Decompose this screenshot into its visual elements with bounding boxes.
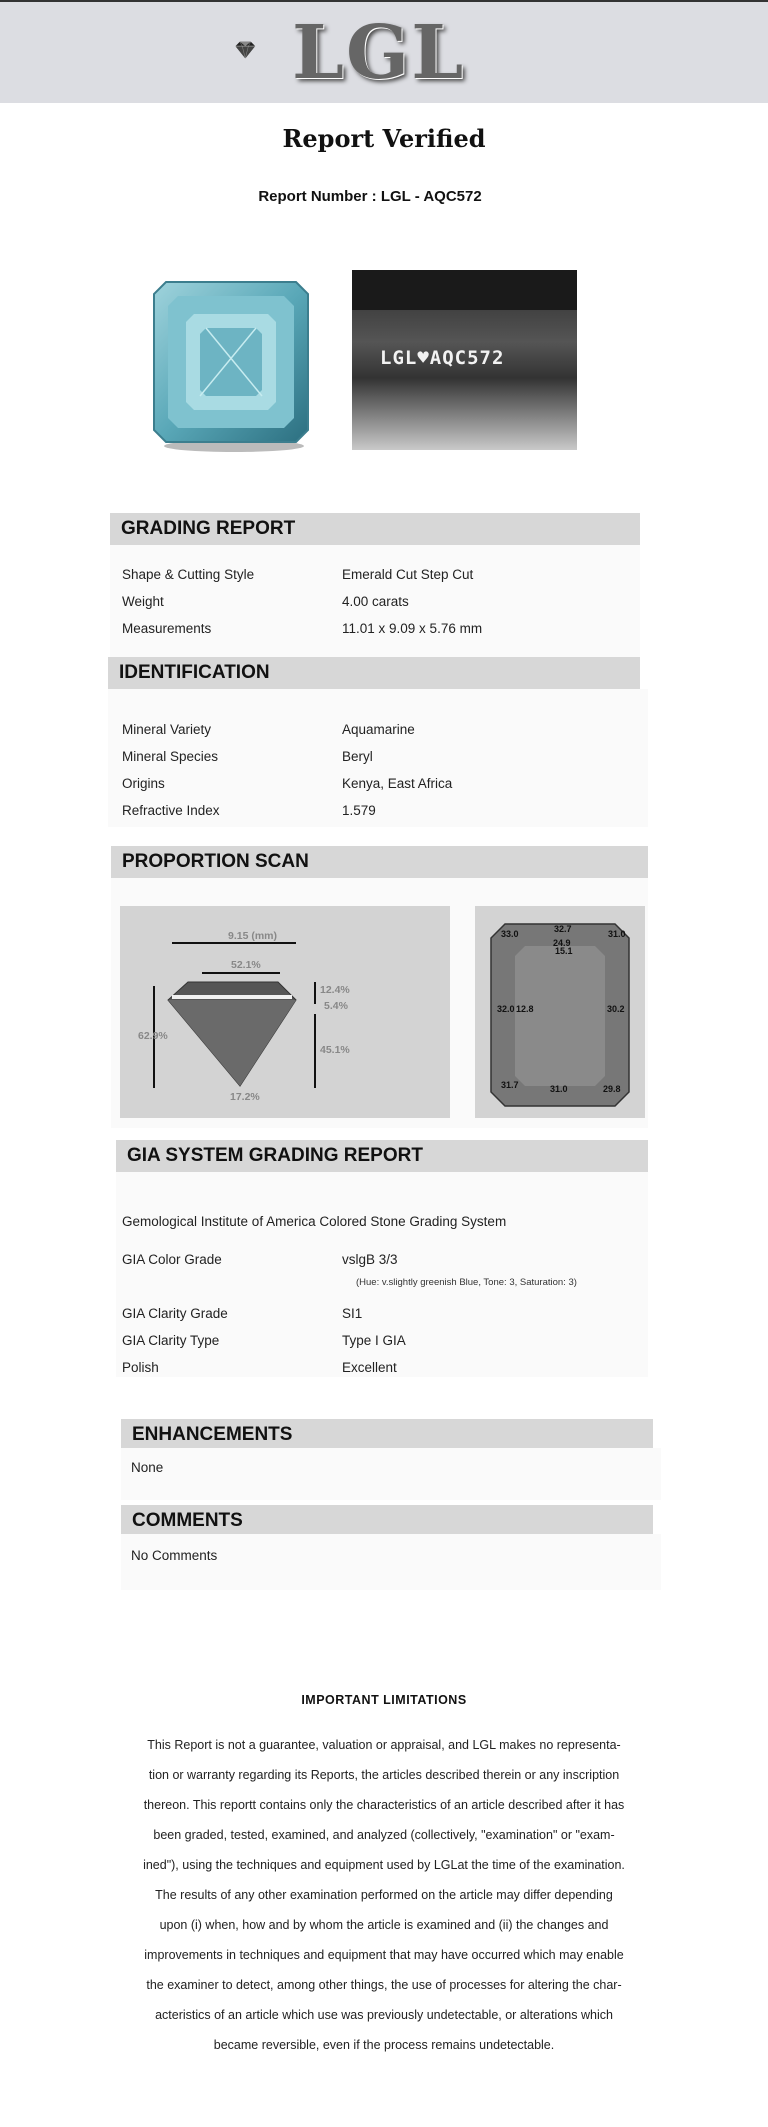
limitations-line: acteristics of an article which use was previously undetectable, or alterations which: [155, 2008, 613, 2022]
limitations-heading: IMPORTANT LIMITATIONS: [301, 1693, 467, 1707]
limitations-line: upon (i) when, how and by whom the article is examined and (ii) the changes and: [159, 1918, 609, 1932]
top-ml: 32.0: [497, 1004, 515, 1014]
logo-text: LGL: [292, 10, 466, 96]
limitations-line: The results of any other examination performed on the article may differ depending: [155, 1888, 613, 1902]
top-mr: 30.2: [607, 1004, 625, 1014]
width-label: 9.15 (mm): [228, 930, 278, 942]
limitations-line: thereon. This reportt contains only the characteristics of an article described after it has: [143, 1798, 625, 1812]
header-banner: [0, 0, 768, 103]
top-bc: 31.0: [550, 1084, 568, 1094]
inscription-text: LGL♥AQC572: [380, 347, 505, 369]
top-tl: 33.0: [501, 929, 519, 939]
pavilion-pct: 45.1%: [320, 1044, 350, 1056]
grading-report-heading: GRADING REPORT: [110, 513, 640, 545]
top-c2: 15.1: [555, 946, 573, 956]
depth-pct: 62.9%: [138, 1030, 168, 1042]
limitations-line: tion or warranty regarding its Reports, the articles described therein or any inscription: [148, 1768, 620, 1782]
proportion-scan-heading: PROPORTION SCAN: [111, 846, 648, 878]
identification-heading: IDENTIFICATION: [108, 657, 640, 689]
comments-heading: COMMENTS: [121, 1505, 653, 1534]
report-number: Report Number : LGL - AQC572: [258, 188, 482, 205]
limitations-text: [118, 1730, 650, 2060]
limitations-line: improvements in techniques and equipment that may have occurred which may enable: [144, 1948, 624, 1962]
table-pct: 52.1%: [231, 959, 261, 971]
comments-text: No Comments: [131, 1548, 218, 1563]
gia-heading: GIA SYSTEM GRADING REPORT: [116, 1140, 648, 1172]
limitations-line: This Report is not a guarantee, valuation or appraisal, and LGL makes no representa-: [147, 1738, 621, 1752]
top-view-diagram: [475, 906, 645, 1118]
girdle-pct: 5.4%: [324, 1000, 348, 1012]
enhancements-heading: ENHANCEMENTS: [121, 1419, 653, 1448]
gia-body: Gemological Institute of America Colored Stone Grading System GIA Color Grade vslgB 3/3 (Hue: v.slightly greenish Blue, Tone: 3, Saturation: 3) GIA Clarity Grade SI1 GIA Clarity Type Type I GIA Polish Excellent: [116, 1172, 648, 1377]
gemstone-photo: [136, 270, 326, 460]
gia-intro: Gemological Institute of America Colored Stone Grading System: [122, 1214, 507, 1229]
page-title: Report Verified: [282, 124, 486, 153]
limitations-line: became reversible, even if the process remains undetectable.: [213, 2038, 555, 2052]
top-br: 29.8: [603, 1084, 621, 1094]
top-mi: 12.8: [516, 1004, 534, 1014]
limitations-line: the examiner to detect, among other things, the use of processes for altering the char-: [146, 1978, 622, 1992]
top-c1: 24.9: [553, 938, 571, 948]
comments-body: [121, 1534, 661, 1590]
limitations-line: been graded, tested, examined, and analyzed (collectively, "examination" or "exam-: [153, 1828, 615, 1842]
top-bl: 31.7: [501, 1080, 519, 1090]
culet-pct: 17.2%: [230, 1091, 260, 1103]
inscription-photo: [352, 270, 577, 450]
top-tr: 31.0: [608, 929, 626, 939]
side-profile-diagram: [120, 906, 450, 1118]
top-tc: 32.7: [554, 924, 572, 934]
enhancements-body: [121, 1448, 661, 1500]
crown-pct: 12.4%: [320, 984, 350, 996]
grading-report-body: Shape & Cutting Style Emerald Cut Step Cut Weight 4.00 carats Measurements 11.01 x 9.09 x 5.76 mm: [110, 545, 640, 657]
identification-body: Mineral Variety Aquamarine Mineral Species Beryl Origins Kenya, East Africa Refractive Index 1.579: [108, 689, 648, 827]
enhancements-text: None: [131, 1460, 164, 1475]
limitations-line: ined"), using the techniques and equipment used by LGLat the time of the examination.: [143, 1858, 625, 1872]
gia-color-note: (Hue: v.slightly greenish Blue, Tone: 3, Saturation: 3): [356, 1277, 577, 1288]
